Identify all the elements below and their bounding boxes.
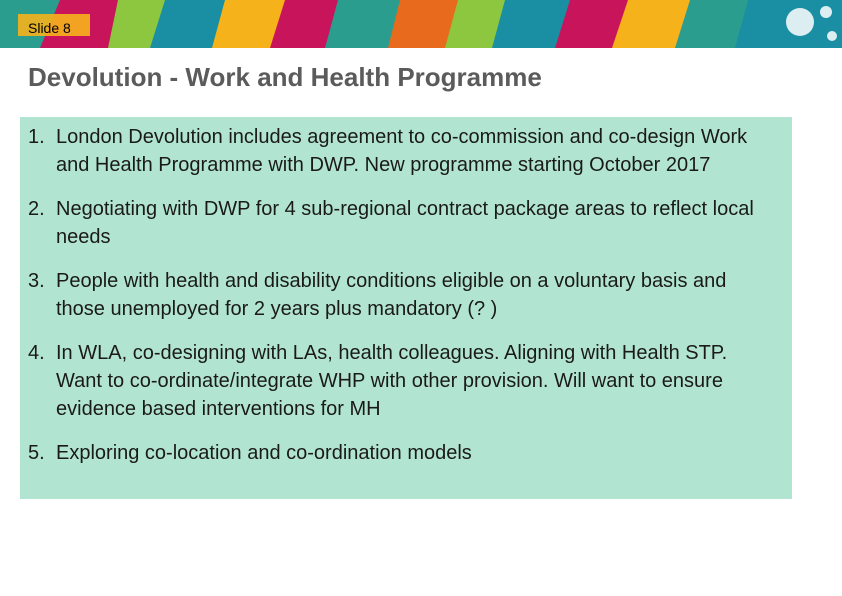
list-item bbox=[28, 195, 772, 251]
points-list bbox=[28, 123, 772, 467]
list-item-number: 4. bbox=[28, 342, 45, 364]
list-item bbox=[28, 123, 772, 179]
content-panel bbox=[20, 117, 792, 499]
list-item-number: 2. bbox=[28, 198, 45, 220]
list-item-text: Negotiating with DWP for 4 sub-regional contract package areas to reflect local needs bbox=[56, 198, 754, 248]
list-item-text: People with health and disability conditions eligible on a voluntary basis and those unemployed for 2 years plus mandatory (? ) bbox=[56, 270, 727, 320]
list-item bbox=[28, 339, 772, 423]
list-item-number: 1. bbox=[28, 126, 45, 148]
list-item bbox=[28, 267, 772, 323]
slide-title: Devolution - Work and Health Programme bbox=[28, 62, 542, 92]
list-item-number: 3. bbox=[28, 270, 45, 292]
banner-artwork bbox=[0, 0, 842, 48]
slide-number: Slide 8 bbox=[28, 20, 71, 36]
list-item-text: Exploring co-location and co-ordination models bbox=[56, 442, 472, 464]
list-item-text: London Devolution includes agreement to co-commission and co-design Work and Health Programme with DWP. New programme starting October 2017 bbox=[56, 126, 748, 176]
list-item-text: In WLA, co-designing with LAs, health colleagues. Aligning with Health STP. Want to co-ordinate/integrate WHP with other provision. Will want to ensure evidence based interventions for MH bbox=[56, 342, 728, 420]
decorative-banner bbox=[0, 0, 842, 48]
list-item-number: 5. bbox=[28, 442, 45, 464]
list-item bbox=[28, 439, 772, 467]
